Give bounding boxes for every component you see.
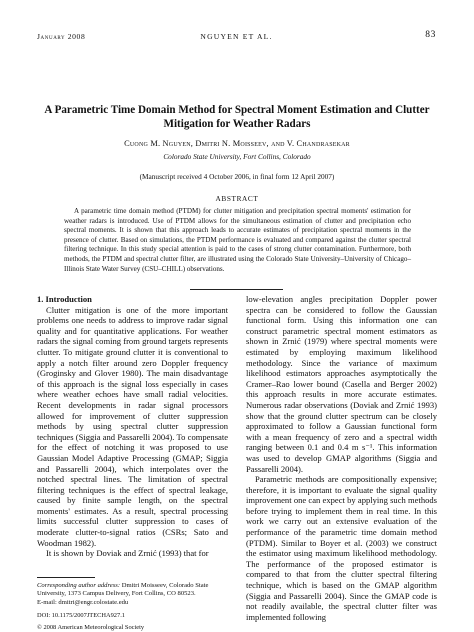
manuscript-dates: (Manuscript received 4 October 2006, in final form 12 April 2007) (139, 172, 335, 181)
author-list: Cuong M. Nguyen, Dmitri N. Moisseev, and V. Chandrasekar (124, 139, 350, 148)
left-paragraph-1: Clutter mitigation is one of the more important problems one needs to address to improve radar signal quality and for quantitative applications. For weather radars the signal coming from ground targets represents clutter. To mitigate ground clutter it is conventional to apply a notch filter around zero Doppler frequency (Groginsky and Glover 1980). The main disadvantage of this approach is the signal loss especially in cases where weather echoes have small radial velocities. Recent developments in radar signal processors allowed for improvement of clutter suppression methods by using spectral clutter suppression techniques (Siggia and Passarelli 2004). To compensate for the effect of notching it was proposed to use Gaussian Model Adaptive Processing (GMAP; Siggia and Passarelli 2004), which interpolates over the notched spectral lines. The limitation of spectral filtering techniques is the effect of spectral leakage, caused by finite sample length, on the spectral moments' estimates. As a result, spectral processing limits successful clutter suppression to cases of moderate clutter-to-signal ratios (CSRs; Sato and Woodman 1982). (37, 304, 228, 548)
page-number: 83 (425, 30, 436, 40)
footnote-label: Corresponding author address: (37, 582, 121, 589)
right-paragraph-2: Parametric methods are compositionally expensive; therefore, it is important to evaluate the signal quality improvement one can expect by applying such methods before trying to implement them in real time. In this work we carry out an extensive evaluation of the performance of the parametric time domain method (PTDM). Similar to Boyer et al. (2003) we construct the estimator using maximum likelihood methodology. The performance of the proposed estimator is compared to that from the clutter spectral filtering technique, which is based on the GMAP algorithm (Siggia and Passarelli 2004). Since the GMAP code is not readily available, the spectral clutter filter was implemented following (246, 474, 437, 622)
journal-date: January 2008 (37, 32, 86, 41)
title-line-2: Mitigation for Weather Radars (163, 117, 311, 130)
footnote-rule (37, 577, 95, 578)
right-paragraph-1: low-elevation angles precipitation Doppler power spectra can be considered to follow the Gaussian functional form. Using this information one can construct parametric spectral moment estimators as shown in Zrnić (1979) where spectral moments were estimated by employing maximum likelihood methodology. Since the variance of maximum likelihood estimators approaches asymptotically the Cramer–Rao lower bound (Casella and Berger 2002) this approach results in more accurate estimates. Numerous radar observations (Doviak and Zrnić 1993) show that the ground clutter spectrum can be closely approximated to follow a Gaussian functional form with a mean frequency of zero and a spectral width ranging between 0.1 and 0.4 m s⁻¹. This information was used to develop GMAP algorithms (Siggia and Passarelli 2004). (246, 294, 437, 474)
left-paragraph-2: It is shown by Doviak and Zrnić (1993) that for (46, 548, 209, 559)
left-column (37, 294, 228, 559)
abstract-heading: ABSTRACT (215, 194, 259, 203)
section-heading: 1. Introduction (37, 294, 92, 304)
affiliation: Colorado State University, Fort Collins, Colorado (163, 152, 311, 161)
running-head-authors: NGUYEN ET AL. (200, 32, 273, 41)
section-divider (190, 289, 283, 290)
copyright: © 2008 American Meteorological Society (37, 624, 145, 631)
doi: DOI: 10.1175/2007JTECHA927.1 (37, 612, 125, 619)
paper-title (37, 104, 437, 131)
title-line-1: A Parametric Time Domain Method for Spectral Moment Estimation and Clutter (44, 104, 430, 116)
running-head (37, 30, 436, 44)
right-column (246, 294, 437, 622)
footnote (37, 582, 228, 607)
abstract-text: A parametric time domain method (PTDM) for clutter mitigation and precipitation spectral moments' estimation for weather radars is introduced. Use of PTDM allows for the simultaneous estimation of clutter and precipitation echo spectral moments. It is shown that this approach leads to accurate estimates of precipitation spectral moments in the presence of clutter. Based on simulations, the PTDM performance is evaluated and compared against the clutter spectral filtering technique. In this study special attention is paid to the cases of strong clutter contamination. Furthermore, both methods, the PTDM and spectral clutter filter, are illustrated using the Colorado State University–University of Chicago–Illinois State Water Survey (CSU–CHILL) observations. (64, 207, 411, 273)
footnote-text: Dmitri Moisseev, Colorado State University, 1373 Campus Delivery, Fort Collins, CO 80523. (37, 582, 209, 598)
corresponding-author (37, 582, 228, 599)
footnote-email: E-mail: dmitri@engr.colostate.edu (37, 598, 129, 606)
